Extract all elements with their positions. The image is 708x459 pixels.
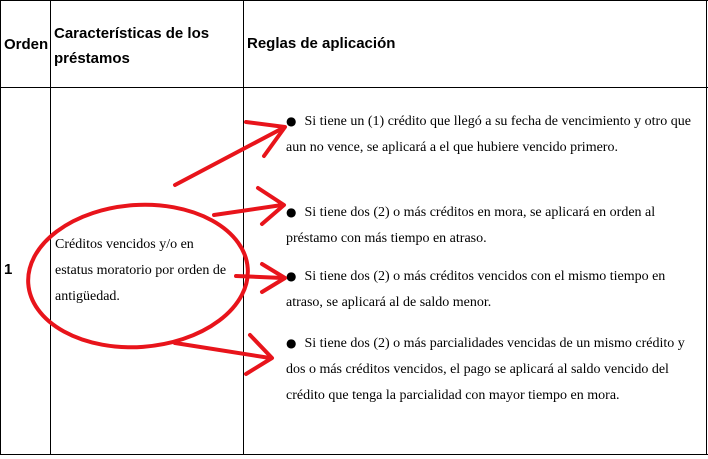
rule-text: Si tiene un (1) crédito que llegó a su fecha de vencimiento y otro que aun no vence, se aplicará a el que hubiere vencido primero.: [286, 114, 691, 155]
bullet-icon: ●: [286, 269, 297, 283]
arrow-icon: [175, 128, 283, 185]
row-orden-number: 1: [4, 261, 13, 278]
arrow-icon: [236, 276, 283, 278]
highlight-ellipse: [23, 197, 252, 354]
arrow-icon: [175, 343, 270, 358]
rule-text: Si tiene dos (2) o más créditos en mora, se aplicará en orden al préstamo con más tiempo en atraso.: [286, 205, 656, 246]
row-caracteristicas: Créditos vencidos y/o en estatus moratorio por orden de antigüedad.: [55, 237, 227, 304]
rule-text: Si tiene dos (2) o más parcialidades vencidas de un mismo crédito y dos o más créditos vencidos, el pago se aplicará al saldo vencido del crédito que tenga la parcialidad con mayor tiempo en mora.: [286, 336, 685, 403]
header-reglas: Reglas de aplicación: [247, 35, 396, 52]
rule-text: Si tiene dos (2) o más créditos vencidos con el mismo tiempo en atraso, se aplicará al de saldo menor.: [286, 269, 666, 310]
bullet-icon: ●: [286, 336, 297, 350]
header-caracteristicas: Características de los préstamos: [54, 25, 210, 67]
header-orden: Orden: [4, 36, 49, 53]
bullet-icon: ●: [286, 205, 297, 219]
bullet-icon: ●: [286, 114, 297, 128]
